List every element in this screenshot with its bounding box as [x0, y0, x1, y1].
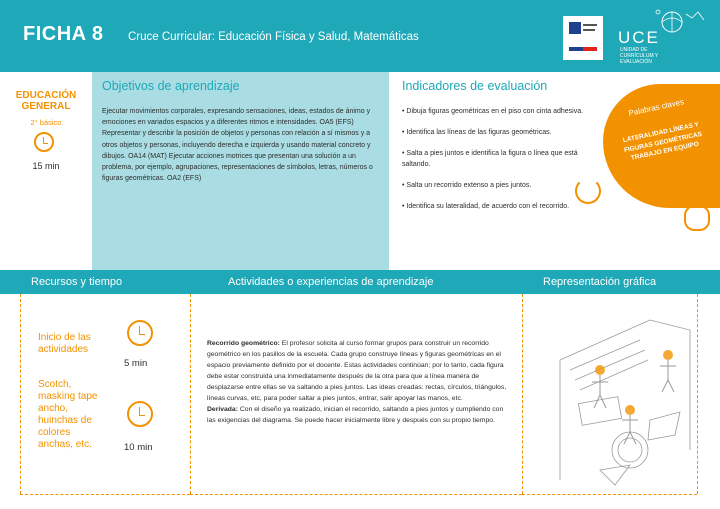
uce-logo: UCE — [618, 28, 660, 47]
recurso-item: Inicio de las actividades — [38, 332, 91, 355]
duration-label: 15 min — [32, 161, 60, 171]
uce-subtitle: UNIDAD DE CURRÍCULUM Y EVALUACIÓN — [620, 47, 659, 65]
time-label: 10 min — [124, 442, 153, 453]
indicadores-list — [402, 106, 600, 222]
education-level: EDUCACIÓN GENERAL — [15, 90, 77, 112]
recursos-header: Recursos y tiempo — [31, 276, 123, 288]
globe-doodle-icon — [650, 6, 710, 36]
ministry-logo — [563, 16, 603, 60]
flag-stripe — [569, 38, 597, 42]
children-jumping-illustration — [540, 300, 710, 490]
clock-icon — [127, 320, 153, 346]
indicadores-title: Indicadores de evaluación — [402, 79, 548, 93]
palabras-claves-words: LATERALIDAD LÍNEAS Y FIGURAS GEOMÉTRICAS TRABAJO EN EQUIPO — [622, 121, 703, 162]
divider — [190, 294, 191, 494]
indicador-item: • Identifica las líneas de las figuras geométricas. — [402, 129, 552, 136]
divider — [20, 294, 21, 494]
indicador-item: • Dibuja figuras geométricas en el piso con cinta adhesiva. — [402, 108, 584, 115]
divider — [522, 494, 697, 495]
star-icon — [569, 22, 581, 34]
divider — [522, 294, 523, 494]
ficha-title: FICHA 8 — [23, 23, 104, 45]
palabras-claves-title: Palabras claves — [627, 97, 685, 118]
flower-doodle-icon — [684, 205, 710, 231]
time-label: 5 min — [124, 358, 148, 369]
recurso-item: Scotch, masking tape ancho, huinchas de colores anchas, etc. — [38, 379, 98, 450]
clock-icon — [34, 132, 54, 152]
cruce-curricular: Cruce Curricular: Educación Física y Salud, Matemáticas — [128, 31, 419, 43]
actividades-header: Actividades o experiencias de aprendizaje — [228, 276, 434, 288]
divider — [190, 494, 522, 495]
indicador-item: • Identifica su lateralidad, de acuerdo con el recorrido. — [402, 203, 570, 210]
swirl-doodle-icon — [575, 178, 601, 204]
clock-icon — [127, 401, 153, 427]
objetivos-title: Objetivos de aprendizaje — [102, 79, 240, 93]
indicador-item: • Salta a pies juntos e identifica la figura o línea que está saltando. — [402, 150, 578, 168]
objetivos-text: Ejecutar movimientos corporales, expresando sensaciones, ideas, estados de ánimo y emociones en variados espacios y a diferentes ritmos e intensidades. OA5 (EFS) Representar y describir la posición de objetos y personas con relación a sí mismos y a otros objetos y personas, incluyendo derecha e izquierda y usando material concreto y dibujos. OA14 (MAT) Ejecutar acciones motrices que presentan una solución a un problema, por ejemplo, agrupaciones, representaciones de símbolos, letras, números o figuras geométricas. OA2 (EFS) — [102, 108, 373, 183]
actividad-text: Recorrido geométrico: El profesor solicita al curso formar grupos para construir un recorrido geométrico en los pasillos de la escuela. Cada grupo construye líneas y figuras geométricas en el espacio previamente definido por el docente. Estas actividades continúan; por lo tanto, cada figura debe estar construida una inmediatamente después de la otra para que a línea manera de desplazarse entre ellas se va saltando a pies juntos. Las ideas creadas: rectas, círculos, triángulos, líneas curvas, etc, para poder saltar a pies juntos, entrar, salir apoyar las manos, etc. Derivada: Con el diseño ya realizado, inician el recorrido, saltando a pies juntos y cumpliendo con las exigencias del diagrama. Se puede hacer inicialmente libre y después con su propio tiempo. — [207, 340, 507, 424]
representacion-header: Representación gráfica — [543, 276, 657, 288]
divider — [20, 494, 190, 495]
indicador-item: • Salta un recorrido extenso a pies juntos. — [402, 182, 532, 189]
grade-label: 2° básico — [30, 118, 62, 127]
